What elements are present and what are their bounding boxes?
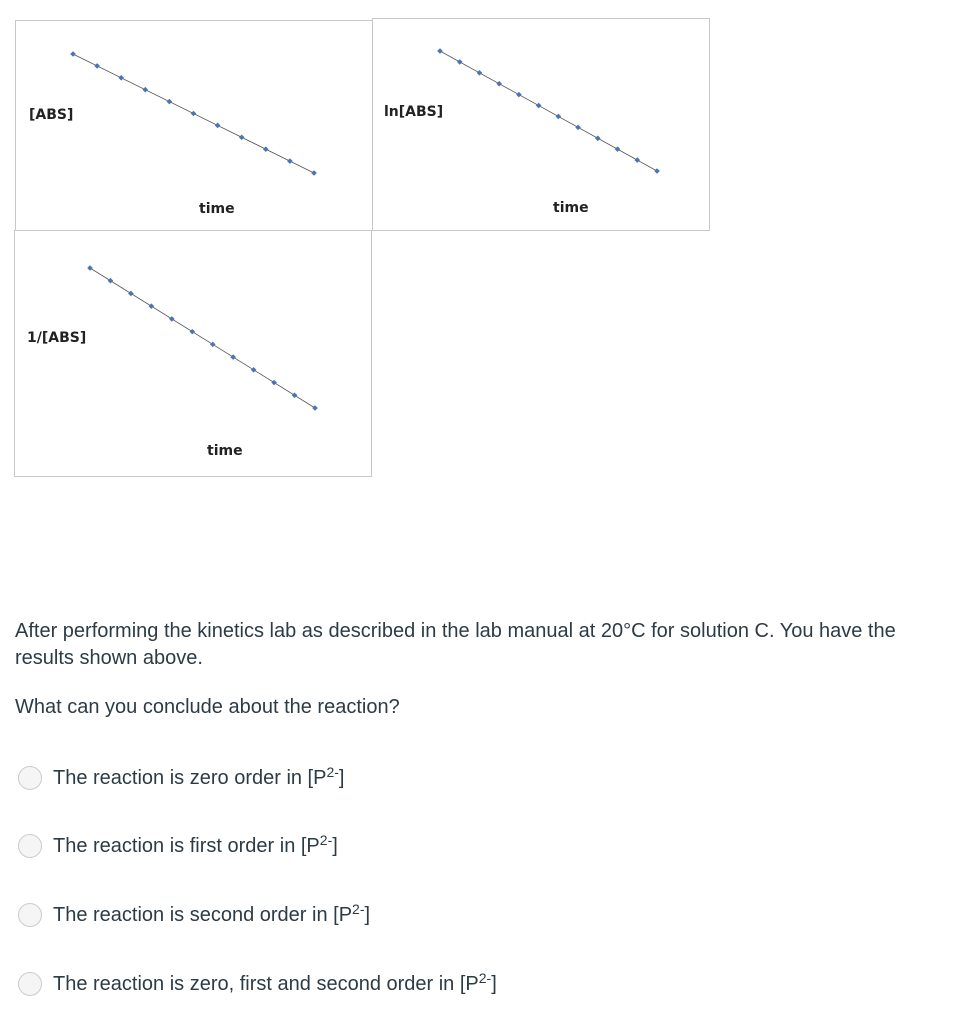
radio-button[interactable] (18, 834, 42, 858)
chart-abs-plot (16, 21, 374, 232)
data-point (94, 63, 100, 69)
data-point (239, 135, 245, 141)
data-point (191, 111, 197, 117)
chart-lnabs-ylabel: ln[ABS] (384, 104, 444, 120)
data-point (457, 59, 463, 65)
data-point (263, 146, 269, 152)
data-point (128, 291, 134, 297)
question-prompt: What can you conclude about the reaction? (15, 696, 400, 718)
data-point (149, 303, 155, 309)
data-point (536, 103, 542, 109)
data-point (496, 81, 502, 87)
chart-abs-ylabel: [ABS] (29, 107, 74, 123)
data-point (169, 316, 175, 322)
answer-option-zero-order[interactable] (18, 763, 344, 793)
data-point (230, 354, 236, 360)
data-point (87, 265, 93, 271)
trend-line (90, 268, 315, 408)
data-point (70, 51, 76, 57)
chart-inverse-abs-vs-time (14, 230, 372, 477)
data-point (634, 157, 640, 163)
data-point (143, 87, 149, 93)
trend-line (440, 51, 657, 171)
answer-label: The reaction is zero order in $[P^{2-}]$ (53, 763, 345, 789)
data-point (287, 158, 293, 164)
data-point (167, 99, 173, 105)
question-text: After performing the kinetics lab as described in the lab manual at 20°C for solution C. You have the results shown above. (15, 620, 896, 669)
answer-option-second-order[interactable] (18, 900, 370, 930)
data-point (477, 70, 483, 76)
chart-abs-xlabel: time (199, 201, 235, 217)
chart-lnabs-vs-time (372, 18, 710, 231)
data-point (108, 278, 114, 284)
data-point (292, 392, 298, 398)
radio-button[interactable] (18, 972, 42, 996)
data-point (437, 48, 443, 54)
data-point (575, 125, 581, 131)
data-point (311, 170, 317, 176)
question-body (15, 618, 925, 721)
radio-button[interactable] (18, 903, 42, 927)
data-point (312, 405, 318, 411)
data-point (215, 123, 221, 129)
data-point (654, 168, 660, 174)
data-point (556, 114, 562, 120)
data-point (615, 146, 621, 152)
radio-button[interactable] (18, 766, 42, 790)
data-point (118, 75, 124, 81)
data-point (271, 380, 277, 386)
answer-label: The reaction is second order in $[P^{2-}]$ (53, 900, 371, 926)
chart-inverse-abs-plot (15, 231, 373, 478)
data-point (210, 342, 216, 348)
data-point (595, 135, 601, 141)
data-point (189, 329, 195, 335)
chart-inverse-abs-ylabel: 1/[ABS] (27, 330, 87, 346)
chart-inverse-abs-xlabel: time (207, 443, 243, 459)
answer-label: The reaction is first order in $[P^{2-}]$ (53, 831, 338, 857)
answer-label: The reaction is zero, first and second order in $[P^{2-}]$ (53, 969, 497, 995)
data-point (251, 367, 257, 373)
data-point (516, 92, 522, 98)
answer-option-all-orders[interactable] (18, 969, 497, 999)
chart-lnabs-plot (373, 19, 711, 232)
chart-abs-vs-time (15, 20, 373, 231)
chart-lnabs-xlabel: time (553, 200, 589, 216)
answer-option-first-order[interactable] (18, 831, 338, 861)
